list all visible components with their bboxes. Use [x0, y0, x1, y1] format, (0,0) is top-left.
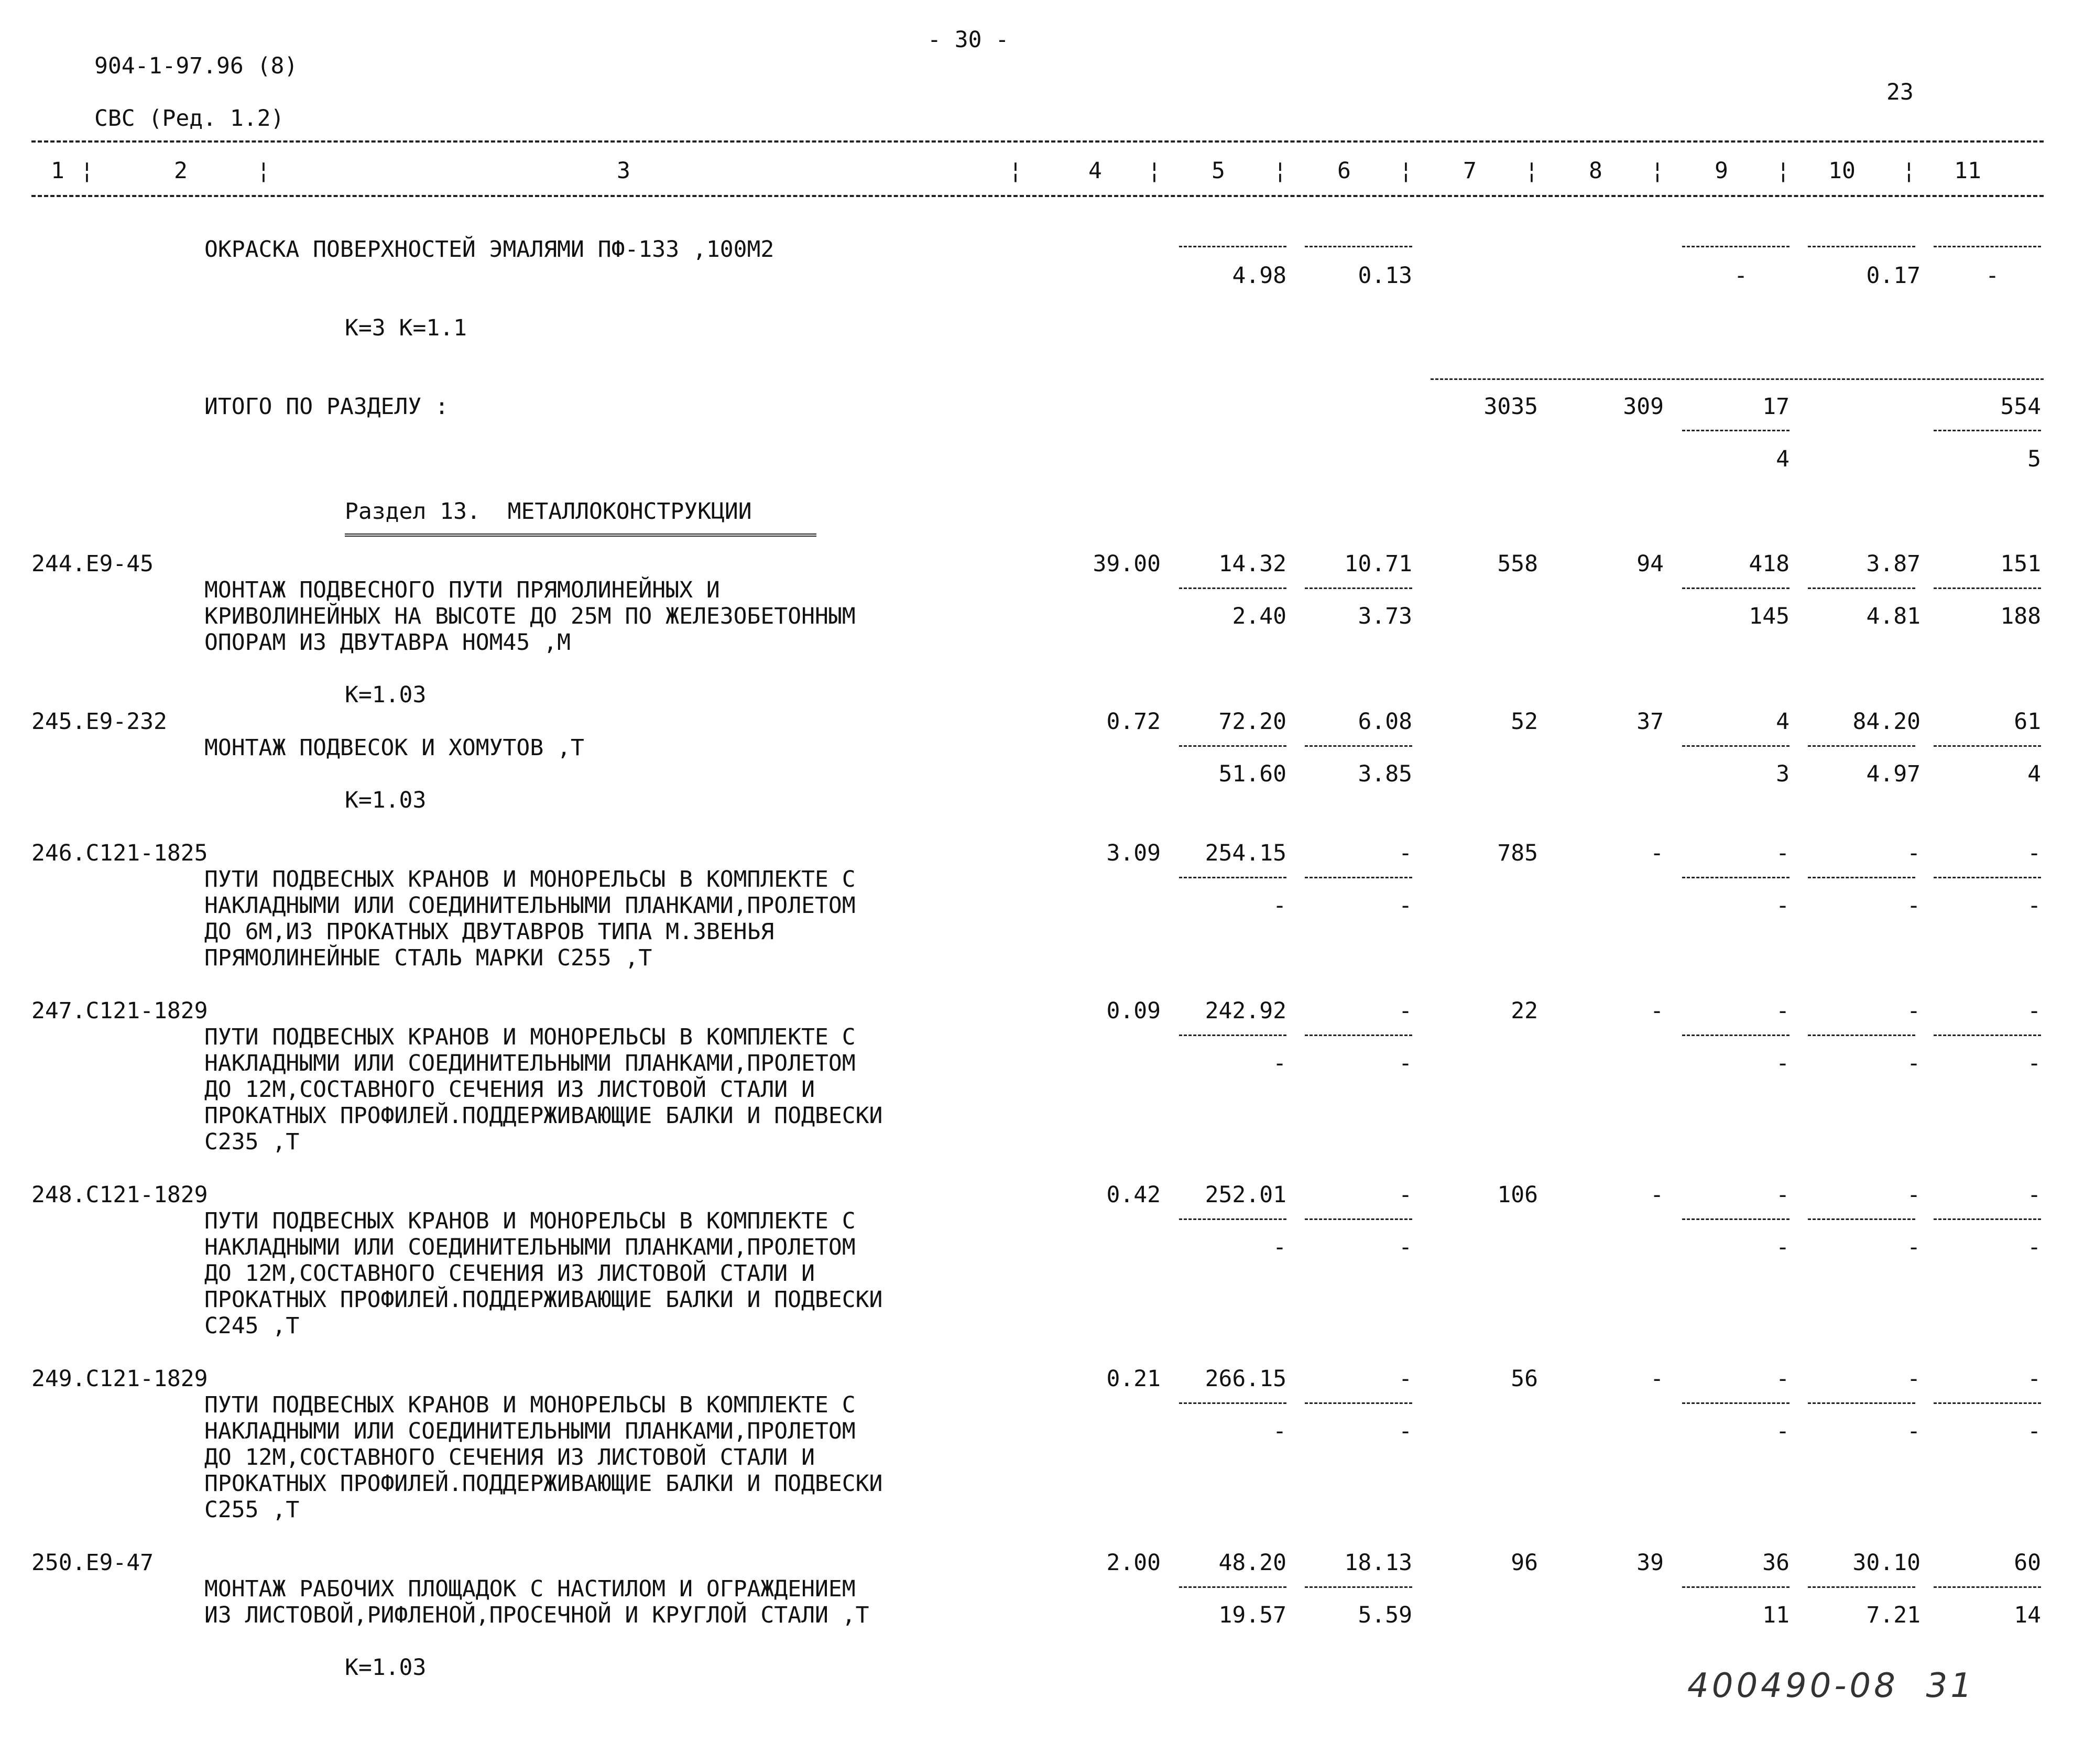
cell-underline — [1179, 246, 1286, 247]
cell-col5: 242.92 — [1205, 998, 1286, 1024]
cell-col5-lower: - — [1273, 1050, 1286, 1076]
cell-col10: - — [1907, 840, 1921, 866]
cell-underline — [1808, 1218, 1915, 1220]
row-description-line: ПРОКАТНЫХ ПРОФИЛЕЙ.ПОДДЕРЖИВАЮЩИЕ БАЛКИ И ПОДВЕСКИ — [204, 1103, 883, 1129]
cell-col9-lower: 11 — [1762, 1602, 1790, 1628]
cell-col6-lower: - — [1399, 1050, 1412, 1076]
row-description-line: ПРОКАТНЫХ ПРОФИЛЕЙ.ПОДДЕРЖИВАЮЩИЕ БАЛКИ И ПОДВЕСКИ — [204, 1471, 883, 1497]
cell-col10: 30.10 — [1852, 1550, 1921, 1576]
col-header-11: 11 — [1954, 158, 1981, 184]
cell-col5-lower: - — [1273, 892, 1286, 919]
cell-col6: - — [1399, 998, 1412, 1024]
cell-col4: 0.09 — [1106, 998, 1161, 1024]
total-col11-lower: 5 — [2027, 446, 2041, 472]
program-version: СВС (Ред. 1.2) — [94, 105, 285, 132]
cell-col9: 418 — [1749, 551, 1790, 577]
cell-col7: 106 — [1497, 1182, 1538, 1208]
cell-col4: 0.42 — [1106, 1182, 1161, 1208]
cell-col5: 266.15 — [1205, 1366, 1286, 1392]
cell-col6: 6.08 — [1358, 709, 1412, 735]
cell-col6: - — [1399, 1182, 1412, 1208]
cell-underline — [1682, 1035, 1790, 1036]
cell-col10: 3.87 — [1866, 551, 1921, 577]
cell-col9-lower: - — [1776, 1418, 1790, 1444]
row-description-line: НАКЛАДНЫМИ ИЛИ СОЕДИНИТЕЛЬНЫМИ ПЛАНКАМИ,ПРОЛЕТОМ — [204, 1050, 856, 1076]
cell-col10: - — [1907, 1182, 1921, 1208]
col-header-1: 1 — [51, 158, 64, 184]
cell-underline — [1808, 877, 1915, 878]
cell-underline — [1682, 587, 1790, 589]
cell-col5: 72.20 — [1218, 709, 1286, 735]
cell-col9: 4 — [1776, 709, 1790, 735]
col-header-2: 2 — [174, 158, 188, 184]
cell-col5-lower: 2.40 — [1232, 603, 1286, 629]
row-code: 245.Е9-232 — [31, 709, 167, 735]
cell-col11-lower: 14 — [2014, 1602, 2041, 1628]
cell-col8: 39 — [1636, 1550, 1664, 1576]
row-description: ОКРАСКА ПОВЕРХНОСТЕЙ ЭМАЛЯМИ ПФ-133 ,100М2 — [204, 236, 774, 263]
row-description-line: ДО 12М,СОСТАВНОГО СЕЧЕНИЯ ИЗ ЛИСТОВОЙ СТАЛИ И — [204, 1076, 815, 1103]
total-col7: 3035 — [1483, 394, 1538, 420]
cell-col11: 61 — [2014, 709, 2041, 735]
cell-col9-lower: 3 — [1776, 761, 1790, 787]
cell-underline — [1808, 1586, 1915, 1588]
cell-underline — [1682, 877, 1790, 878]
row-coefficient: К=1.03 — [345, 1654, 427, 1681]
cell-col11: 151 — [2000, 551, 2041, 577]
cell-underline — [1179, 1035, 1286, 1036]
cell-col11-lower: 188 — [2000, 603, 2041, 629]
cell-col6-lower: 3.73 — [1358, 603, 1412, 629]
cell-col11: - — [2027, 998, 2041, 1024]
cell-col9-lower: - — [1734, 263, 1748, 289]
col-sep: ¦ — [1902, 158, 1916, 184]
cell-col5-lower: 51.60 — [1218, 761, 1286, 787]
cell-underline — [1934, 877, 2041, 878]
cell-col6-lower: 3.85 — [1358, 761, 1412, 787]
row-code: 248.С121-1829 — [31, 1182, 208, 1208]
row-description-line: МОНТАЖ ПОДВЕСНОГО ПУТИ ПРЯМОЛИНЕЙНЫХ И — [204, 577, 720, 603]
cell-underline — [1934, 1402, 2041, 1404]
row-coefficient: К=1.03 — [345, 682, 427, 708]
cell-col4: 0.21 — [1106, 1366, 1161, 1392]
cell-col11-lower: - — [1985, 263, 1999, 289]
cell-col6: - — [1399, 1366, 1412, 1392]
cell-col11-lower: - — [2027, 892, 2041, 919]
cell-col8: 94 — [1636, 551, 1664, 577]
cell-col5: 14.32 — [1218, 551, 1286, 577]
col-sep: ¦ — [80, 158, 94, 184]
cell-underline — [1682, 246, 1790, 247]
total-col8: 309 — [1623, 394, 1664, 420]
cell-underline — [1179, 877, 1286, 878]
total-col9: 17 — [1762, 394, 1790, 420]
cell-underline — [1808, 1402, 1915, 1404]
cell-col6-lower: - — [1399, 1234, 1412, 1260]
cell-underline — [1808, 745, 1915, 747]
total-col11: 554 — [2000, 394, 2041, 420]
col-sep: ¦ — [1009, 158, 1022, 184]
row-description-line: ПУТИ ПОДВЕСНЫХ КРАНОВ И МОНОРЕЛЬСЫ В КОМПЛЕКТЕ С — [204, 1208, 856, 1234]
cell-col9: 36 — [1762, 1550, 1790, 1576]
cell-underline — [1682, 1402, 1790, 1404]
cell-underline — [1934, 587, 2041, 589]
cell-underline — [1305, 745, 1412, 747]
cell-col11: - — [2027, 840, 2041, 866]
row-description-line: ДО 12М,СОСТАВНОГО СЕЧЕНИЯ ИЗ ЛИСТОВОЙ СТАЛИ И — [204, 1444, 815, 1471]
col-header-5: 5 — [1212, 158, 1225, 184]
cell-underline — [1305, 1402, 1412, 1404]
section-title-underline — [345, 533, 816, 537]
cell-col8: - — [1650, 1366, 1664, 1392]
cell-col7: 56 — [1511, 1366, 1538, 1392]
header-bottom-rule — [31, 195, 2044, 197]
row-coefficient: К=3 К=1.1 — [345, 315, 467, 341]
cell-underline — [1934, 1218, 2041, 1220]
document-code: 904-1-97.96 (8) — [94, 53, 298, 79]
cell-col11: - — [2027, 1182, 2041, 1208]
cell-underline — [1934, 1586, 2041, 1588]
sheet-number: 23 — [1886, 79, 1914, 105]
row-description-line: ПУТИ ПОДВЕСНЫХ КРАНОВ И МОНОРЕЛЬСЫ В КОМПЛЕКТЕ С — [204, 1024, 856, 1050]
cell-col6-lower: 5.59 — [1358, 1602, 1412, 1628]
cell-underline — [1934, 745, 2041, 747]
cell-col10-lower: 7.21 — [1866, 1602, 1921, 1628]
cell-underline — [1808, 1035, 1915, 1036]
cell-col6-lower: - — [1399, 892, 1412, 919]
cell-underline — [1682, 1218, 1790, 1220]
row-code: 246.С121-1825 — [31, 840, 208, 866]
cell-col8: - — [1650, 840, 1664, 866]
col-header-9: 9 — [1715, 158, 1728, 184]
cell-col11-lower: - — [2027, 1050, 2041, 1076]
row-description-line: С235 ,Т — [204, 1129, 300, 1155]
section-title: Раздел 13. МЕТАЛЛОКОНСТРУКЦИИ — [345, 498, 752, 525]
cell-underline — [1682, 745, 1790, 747]
cell-col11-lower: 4 — [2027, 761, 2041, 787]
cell-col7: 22 — [1511, 998, 1538, 1024]
cell-col6: 10.71 — [1344, 551, 1412, 577]
cell-col9-lower: - — [1776, 1050, 1790, 1076]
cell-col10: 84.20 — [1852, 709, 1921, 735]
col-header-8: 8 — [1589, 158, 1602, 184]
cell-col8: - — [1650, 1182, 1664, 1208]
cell-underline — [1934, 1035, 2041, 1036]
cell-col11-lower: - — [2027, 1234, 2041, 1260]
cell-col7: 558 — [1497, 551, 1538, 577]
cell-col6-lower: - — [1399, 1418, 1412, 1444]
col-sep: ¦ — [1399, 158, 1413, 184]
row-description-line: НАКЛАДНЫМИ ИЛИ СОЕДИНИТЕЛЬНЫМИ ПЛАНКАМИ,ПРОЛЕТОМ — [204, 1234, 856, 1260]
col-sep: ¦ — [1525, 158, 1539, 184]
col-sep: ¦ — [1148, 158, 1161, 184]
cell-underline — [1179, 587, 1286, 589]
row-description-line: ДО 6М,ИЗ ПРОКАТНЫХ ДВУТАВРОВ ТИПА М.ЗВЕНЬЯ — [204, 919, 774, 945]
col-header-4: 4 — [1088, 158, 1102, 184]
row-description-line: МОНТАЖ РАБОЧИХ ПЛОЩАДОК С НАСТИЛОМ И ОГРАЖДЕНИЕМ — [204, 1576, 856, 1602]
cell-col4: 0.72 — [1106, 709, 1161, 735]
col-sep: ¦ — [1776, 158, 1790, 184]
total-col9-lower: 4 — [1776, 446, 1790, 472]
cell-col10-lower: - — [1907, 1418, 1921, 1444]
handwritten-inventory-number: 400490-08 31 — [1687, 1667, 1975, 1705]
row-description-line: С255 ,Т — [204, 1497, 300, 1523]
cell-underline — [1682, 430, 1790, 431]
cell-underline — [1179, 1402, 1286, 1404]
cell-col9: - — [1776, 1366, 1790, 1392]
row-description-line: ПУТИ ПОДВЕСНЫХ КРАНОВ И МОНОРЕЛЬСЫ В КОМПЛЕКТЕ С — [204, 1392, 856, 1418]
cell-underline — [1305, 246, 1412, 247]
row-code: 249.С121-1829 — [31, 1366, 208, 1392]
cell-col5-lower: 19.57 — [1218, 1602, 1286, 1628]
cell-col9-lower: - — [1776, 1234, 1790, 1260]
cell-col10-lower: - — [1907, 892, 1921, 919]
cell-underline — [1179, 745, 1286, 747]
row-description-line: ДО 12М,СОСТАВНОГО СЕЧЕНИЯ ИЗ ЛИСТОВОЙ СТАЛИ И — [204, 1260, 815, 1287]
cell-underline — [1305, 877, 1412, 878]
cell-col11: - — [2027, 1366, 2041, 1392]
col-header-7: 7 — [1463, 158, 1477, 184]
cell-col5-lower: 4.98 — [1232, 263, 1286, 289]
cell-col10-lower: 4.81 — [1866, 603, 1921, 629]
cell-col4: 2.00 — [1106, 1550, 1161, 1576]
cell-col5: 252.01 — [1205, 1182, 1286, 1208]
cell-col6-lower: 0.13 — [1358, 263, 1412, 289]
total-rule — [1431, 378, 2044, 380]
row-code: 250.Е9-47 — [31, 1550, 154, 1576]
cell-underline — [1305, 587, 1412, 589]
cell-col10: - — [1907, 1366, 1921, 1392]
cell-col9-lower: - — [1776, 892, 1790, 919]
cell-col4: 3.09 — [1106, 840, 1161, 866]
page-number: - 30 - — [928, 27, 1009, 53]
cell-underline — [1179, 1586, 1286, 1588]
col-sep: ¦ — [1651, 158, 1664, 184]
cell-col4: 39.00 — [1093, 551, 1161, 577]
cell-underline — [1305, 1218, 1412, 1220]
cell-underline — [1179, 1218, 1286, 1220]
cell-col6: 18.13 — [1344, 1550, 1412, 1576]
col-header-3: 3 — [617, 158, 630, 184]
cell-col5-lower: - — [1273, 1234, 1286, 1260]
row-description-line: КРИВОЛИНЕЙНЫХ НА ВЫСОТЕ ДО 25М ПО ЖЕЛЕЗОБЕТОННЫМ — [204, 603, 856, 629]
cell-col8: - — [1650, 998, 1664, 1024]
cell-col9: - — [1776, 840, 1790, 866]
row-description-line: ПУТИ ПОДВЕСНЫХ КРАНОВ И МОНОРЕЛЬСЫ В КОМПЛЕКТЕ С — [204, 866, 856, 892]
cell-underline — [1934, 430, 2041, 431]
total-label: ИТОГО ПО РАЗДЕЛУ : — [204, 394, 449, 420]
cell-col9: - — [1776, 1182, 1790, 1208]
cell-col10-lower: 4.97 — [1866, 761, 1921, 787]
cell-col9-lower: 145 — [1749, 603, 1790, 629]
row-description-line: ПРЯМОЛИНЕЙНЫЕ СТАЛЬ МАРКИ С255 ,Т — [204, 945, 652, 971]
cell-col6: - — [1399, 840, 1412, 866]
row-code: 247.С121-1829 — [31, 998, 208, 1024]
col-sep: ¦ — [1273, 158, 1287, 184]
row-coefficient: К=1.03 — [345, 787, 427, 813]
cell-col5: 254.15 — [1205, 840, 1286, 866]
row-description-line: ОПОРАМ ИЗ ДВУТАВРА НОМ45 ,М — [204, 629, 571, 656]
col-header-6: 6 — [1337, 158, 1351, 184]
row-description-line: ПРОКАТНЫХ ПРОФИЛЕЙ.ПОДДЕРЖИВАЮЩИЕ БАЛКИ И ПОДВЕСКИ — [204, 1287, 883, 1313]
cell-underline — [1682, 1586, 1790, 1588]
col-header-10: 10 — [1828, 158, 1856, 184]
cell-col10-lower: 0.17 — [1866, 263, 1921, 289]
header-top-rule — [31, 140, 2044, 143]
cell-col11: 60 — [2014, 1550, 2041, 1576]
cell-col5: 48.20 — [1218, 1550, 1286, 1576]
cell-underline — [1808, 246, 1915, 247]
cell-underline — [1305, 1035, 1412, 1036]
col-sep: ¦ — [257, 158, 270, 184]
row-code: 244.Е9-45 — [31, 551, 154, 577]
row-description-line: МОНТАЖ ПОДВЕСОК И ХОМУТОВ ,Т — [204, 735, 584, 761]
cell-col7: 96 — [1511, 1550, 1538, 1576]
cell-col10-lower: - — [1907, 1050, 1921, 1076]
cell-col7: 785 — [1497, 840, 1538, 866]
cell-underline — [1305, 1586, 1412, 1588]
row-description-line: С245 ,Т — [204, 1313, 300, 1339]
cell-col5-lower: - — [1273, 1418, 1286, 1444]
cell-underline — [1808, 587, 1915, 589]
cell-underline — [1934, 246, 2041, 247]
row-description-line: ИЗ ЛИСТОВОЙ,РИФЛЕНОЙ,ПРОСЕЧНОЙ И КРУГЛОЙ СТАЛИ ,Т — [204, 1602, 869, 1628]
cell-col10: - — [1907, 998, 1921, 1024]
cell-col10-lower: - — [1907, 1234, 1921, 1260]
row-description-line: НАКЛАДНЫМИ ИЛИ СОЕДИНИТЕЛЬНЫМИ ПЛАНКАМИ,ПРОЛЕТОМ — [204, 1418, 856, 1444]
cell-col7: 52 — [1511, 709, 1538, 735]
row-description-line: НАКЛАДНЫМИ ИЛИ СОЕДИНИТЕЛЬНЫМИ ПЛАНКАМИ,ПРОЛЕТОМ — [204, 892, 856, 919]
cell-col9: - — [1776, 998, 1790, 1024]
cell-col11-lower: - — [2027, 1418, 2041, 1444]
cell-col8: 37 — [1636, 709, 1664, 735]
